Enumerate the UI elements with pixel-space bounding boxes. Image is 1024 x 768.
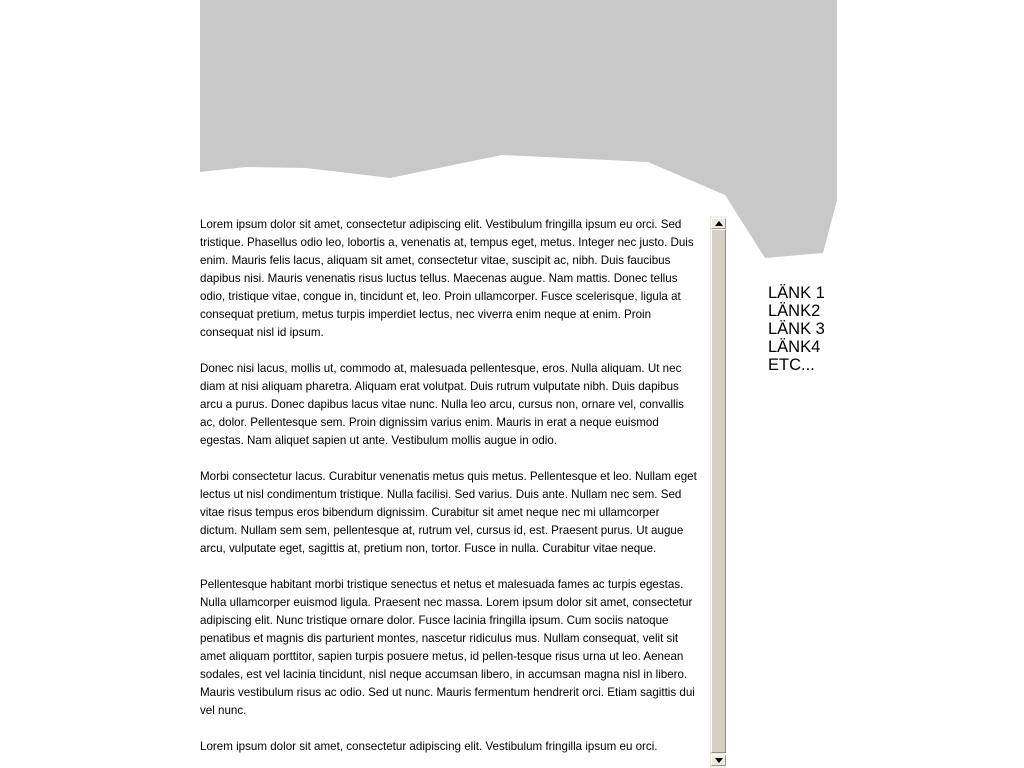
- nav-link-etc[interactable]: ETC...: [768, 356, 815, 374]
- paragraph: Donec nisi lacus, mollis ut, commodo at, malesuada pellentesque, eros. Nulla aliquam. Ut nec diam at nisi aliquam pharetra. Aliquam erat volutpat. Duis rutrum vulputate nibh. Duis dapibus arcu a purus. Donec dapibus lacus vitae nunc. Nulla leo arcu, cursus non, ornare vel, convallis ac, dolor. Pellentesque sem. Proin dignissim varius enim. Mauris in erat a neque euismod egestas. Nam aliquet sapien ut ante. Vestibulum mollis augue in odio.: [200, 362, 684, 447]
- nav-link-3[interactable]: LÄNK 3: [768, 320, 825, 338]
- nav-menu: [768, 284, 825, 374]
- vertical-scrollbar[interactable]: [710, 216, 726, 768]
- paragraph: Pellentesque habitant morbi tristique senectus et netus et malesuada fames ac turpis egestas. Nulla ullamcorper euismod ligula. Praesent nec massa. Lorem ipsum dolor sit amet, consectetur adipiscing elit. Nunc tristique ornare dolor. Fusce lacinia fringilla ipsum. Cum sociis natoque penatibus et magnis dis parturient montes, nascetur ridiculus mus. Nullam consequat, velit sit amet aliquam porttitor, sapien turpis posuere metus, id pellen-tesque risus urna ut leo. Aenean sodales, est vel lacinia tincidunt, nisl neque accumsan libero, in accumsan magna nisl in libero. Mauris vestibulum risus ac odio. Sed ut nunc. Mauris fermentum hendrerit orci. Etiam sagittis dui vel nunc.: [200, 578, 695, 717]
- nav-link-4[interactable]: LÄNK4: [768, 338, 821, 356]
- paragraph: Morbi consectetur lacus. Curabitur venenatis metus quis metus. Pellentesque et leo. Nullam eget lectus ut nisl condimentum tristique. Nulla facilisi. Sed varius. Duis ante. Nullam nec sem. Sed vitae risus tempus eros bibendum dignissim. Curabitur sit amet neque nec mi ullamcorper dictum. Nullam sem sem, pellentesque at, rutrum vel, cursus id, est. Praesent purus. Ut augue arcu, vulputate eget, sagittis at, pretium non, tortor. Fusce in nulla. Curabitur vitae neque.: [200, 470, 697, 555]
- paragraph: Lorem ipsum dolor sit amet, consectetur adipiscing elit. Vestibulum fringilla ipsum eu orci. Sed tristique. Phasellus odio leo, lobortis a, venenatis at, tempus eget, metus. Integer nec justo. Duis enim. Mauris felis lacus, aliquam sit amet, consectetur vitae, suscipit ac, nibh. Duis faucibus dapibus nisi. Mauris venenatis risus luctus tellus. Maecenas augue. Nam mattis. Donec tellus odio, tristique vitae, congue in, tincidunt et, leo. Proin ullamcorper. Fusce scelerisque, ligula at consequat pretium, metus turpis imperdiet lectus, nec viverra enim neque at enim. Proin consequat nisl id ipsum.: [200, 218, 694, 339]
- nav-link-1[interactable]: LÄNK 1: [768, 284, 825, 302]
- scroll-down-button[interactable]: [711, 755, 726, 766]
- scroll-up-button[interactable]: [711, 218, 726, 229]
- arrow-up-icon: [715, 221, 723, 226]
- content-area[interactable]: [200, 216, 726, 768]
- arrow-down-icon: [715, 758, 723, 763]
- content-text: [200, 216, 700, 768]
- scroll-thumb[interactable]: [711, 229, 726, 753]
- nav-link-2[interactable]: LÄNK2: [768, 302, 821, 320]
- paragraph: Lorem ipsum dolor sit amet, consectetur adipiscing elit. Vestibulum fringilla ipsum eu orci.: [200, 740, 658, 753]
